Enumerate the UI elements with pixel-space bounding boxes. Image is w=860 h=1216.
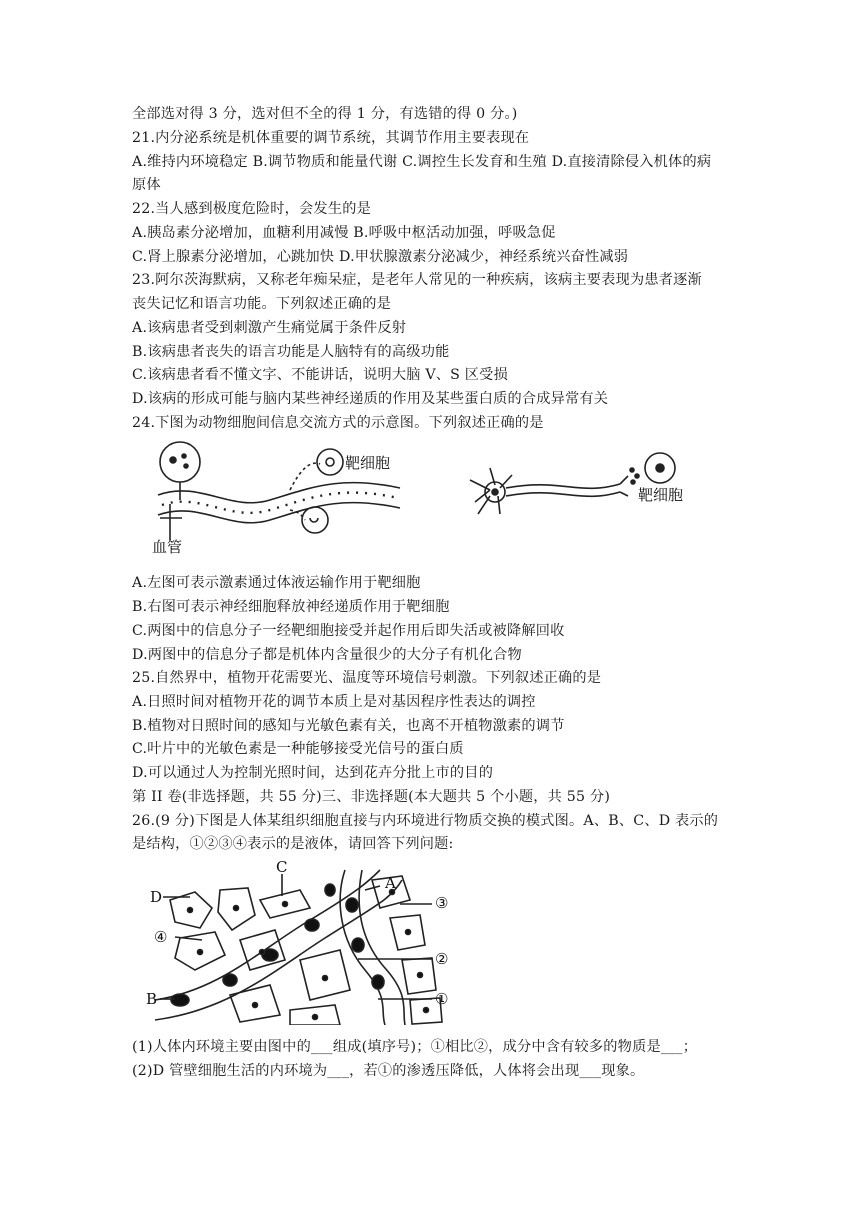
- section-header: 第 II 卷(非选择题，共 55 分)三、非选择题(本大题共 5 个小题，共 55 分): [132, 789, 611, 805]
- q21-options: A.维持内环境稳定 B.调节物质和能量代谢 C.调控生长发育和生殖 D.直接清除侵入机体的病: [132, 154, 712, 170]
- label-4: ④: [154, 928, 168, 946]
- q26-part-2: (2)D 管壁细胞生活的内环境为___，若①的渗透压降低，人体将会出现___现象。: [132, 1063, 645, 1079]
- question-21: 21.内分泌系统是机体重要的调节系统，其调节作用主要表现在: [132, 130, 530, 146]
- question-24: 24.下图为动物细胞间信息交流方式的示意图。下列叙述正确的是: [132, 415, 544, 431]
- q22-options-ab: A.胰岛素分泌增加，血糖利用减慢 B.呼吸中枢活动加强，呼吸急促: [132, 225, 556, 241]
- arrow-A: [365, 886, 380, 890]
- q21-options-cont: 原体: [132, 177, 161, 193]
- question-23-cont: 丧失记忆和语言功能。下列叙述正确的是: [132, 296, 391, 312]
- question-26: 26.(9 分)下图是人体某组织细胞直接与内环境进行物质交换的模式图。A、B、C、D 表示的: [132, 813, 719, 829]
- q23-option-b: B.该病患者丧失的语言功能是人脑特有的高级功能: [132, 344, 450, 360]
- label-D: D: [150, 888, 163, 906]
- right-target-label: 靶细胞: [638, 486, 684, 504]
- question-26-cont: 是结构，①②③④表示的是液体，请回答下列问题:: [132, 836, 454, 852]
- q25-option-c: C.叶片中的光敏色素是一种能够接受光信号的蛋白质: [132, 741, 464, 757]
- label-2: ②: [435, 950, 449, 968]
- q25-option-b: B.植物对日照时间的感知与光敏色素有关，也离不开植物激素的调节: [132, 718, 565, 734]
- q24-option-a: A.左图可表示激素通过体液运输作用于靶细胞: [132, 575, 421, 591]
- q23-option-a: A.该病患者受到刺激产生痛觉属于条件反射: [132, 320, 407, 336]
- tissue-exchange-figure: [140, 860, 470, 1025]
- question-22: 22.当人感到极度危险时，会发生的是: [132, 201, 371, 217]
- question-25: 25.自然界中，植物开花需要光、温度等环境信号刺激。下列叙述正确的是: [132, 670, 602, 686]
- q25-option-d: D.可以通过人为控制光照时间，达到花卉分批上市的目的: [132, 765, 494, 781]
- q22-options-cd: C.肾上腺素分泌增加，心跳加快 D.甲状腺激素分泌减少，神经系统兴奋性减弱: [132, 249, 629, 265]
- q26-part-1: (1)人体内环境主要由图中的___组成(填序号)；①相比②，成分中含有较多的物质是___；: [132, 1039, 698, 1055]
- text-line: 全部选对得 3 分，选对但不全的得 1 分，有选错的得 0 分。): [132, 106, 518, 122]
- label-B: B: [146, 990, 158, 1008]
- neuron: [470, 468, 639, 514]
- cell-signaling-figure: [140, 440, 720, 560]
- q24-option-c: C.两图中的信息分子一经靶细胞接受并起作用后即失活或被降解回收: [132, 623, 565, 639]
- question-23: 23.阿尔茨海默病，又称老年痴呆症，是老年人常见的一种疾病，该病主要表现为患者逐渐: [132, 272, 702, 288]
- label-3: ③: [435, 894, 449, 912]
- blood-vessel: [158, 483, 400, 540]
- q24-option-d: D.两图中的信息分子都是机体内含量很少的大分子有机化合物: [132, 647, 522, 663]
- label-A: A: [385, 874, 396, 892]
- label-1: ①: [435, 990, 449, 1008]
- q23-option-d: D.该病的形成可能与脑内某些神经递质的作用及某些蛋白质的合成异常有关: [132, 391, 609, 407]
- q25-option-a: A.日照时间对植物开花的调节本质上是对基因程序性表达的调控: [132, 694, 536, 710]
- vessel-label: 血管: [152, 538, 183, 556]
- q23-option-c: C.该病患者看不懂文字、不能讲话，说明大脑 V、S 区受损: [132, 367, 508, 383]
- q24-option-b: B.右图可表示神经细胞释放神经递质作用于靶细胞: [132, 599, 450, 615]
- left-target-label: 靶细胞: [345, 454, 391, 472]
- label-C: C: [276, 860, 288, 876]
- right-target-cell: [645, 453, 675, 483]
